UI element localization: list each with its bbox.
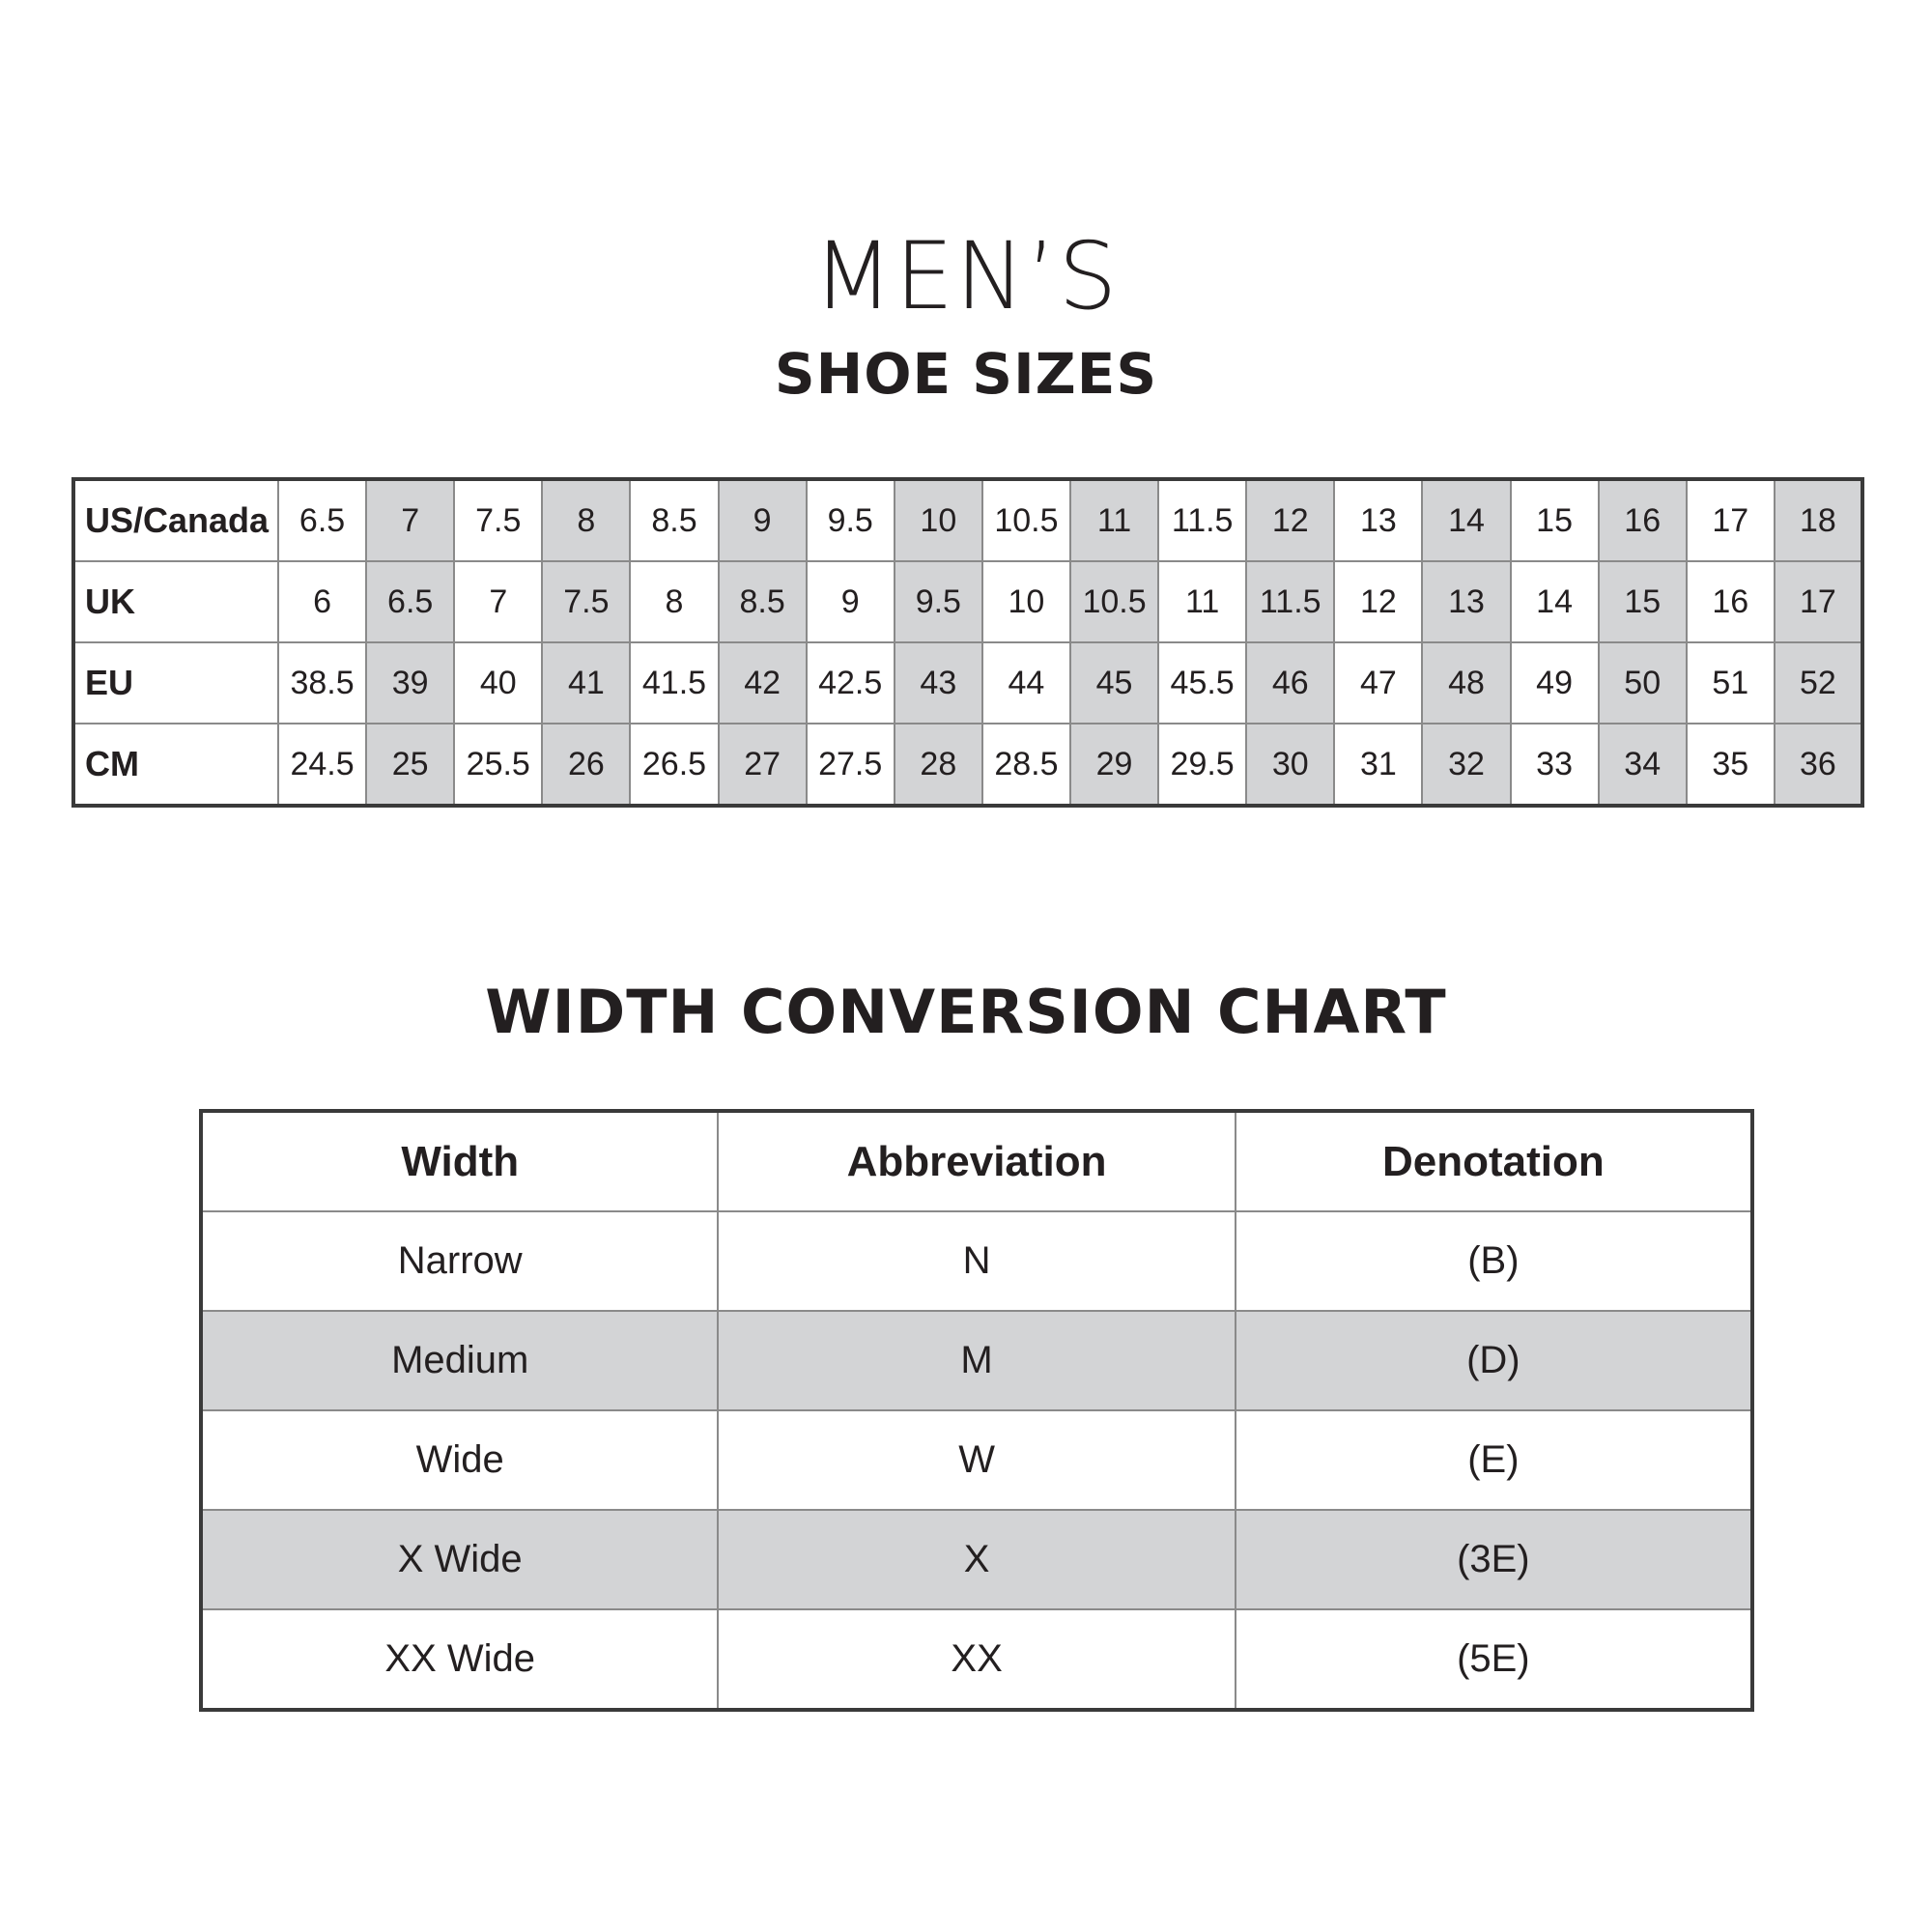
width-row	[201, 1211, 1752, 1311]
size-cell: 28.5	[982, 724, 1070, 806]
size-cell: 41	[542, 642, 630, 724]
denotation-cell: (3E)	[1236, 1510, 1752, 1609]
size-cell: 13	[1334, 479, 1422, 561]
size-cell: 31	[1334, 724, 1422, 806]
size-cell: 9.5	[807, 479, 895, 561]
size-cell: 8	[542, 479, 630, 561]
size-cell: 25	[366, 724, 454, 806]
size-cell: 8.5	[630, 479, 718, 561]
size-cell: 12	[1334, 561, 1422, 642]
width-chart-title: WIDTH CONVERSION CHART	[485, 977, 1447, 1047]
size-cell: 26	[542, 724, 630, 806]
size-cell: 50	[1599, 642, 1687, 724]
size-cell: 10	[895, 479, 982, 561]
size-cell: 6	[278, 561, 366, 642]
size-row-label: EU	[73, 642, 278, 724]
abbreviation-header: Abbreviation	[718, 1111, 1235, 1211]
size-cell: 7	[366, 479, 454, 561]
size-cell: 10.5	[1070, 561, 1158, 642]
width-row	[201, 1510, 1752, 1609]
size-cell: 29	[1070, 724, 1158, 806]
size-cell: 27	[719, 724, 807, 806]
size-row	[73, 479, 1862, 561]
denotation-header: Denotation	[1236, 1111, 1752, 1211]
size-cell: 8.5	[719, 561, 807, 642]
denotation-cell: (B)	[1236, 1211, 1752, 1311]
size-cell: 47	[1334, 642, 1422, 724]
size-row-label: CM	[73, 724, 278, 806]
size-cell: 39	[366, 642, 454, 724]
width-header: Width	[201, 1111, 718, 1211]
denotation-cell: (5E)	[1236, 1609, 1752, 1710]
width-cell: Medium	[201, 1311, 718, 1410]
width-row	[201, 1410, 1752, 1510]
size-cell: 11	[1070, 479, 1158, 561]
size-cell: 7	[454, 561, 542, 642]
size-cell: 44	[982, 642, 1070, 724]
size-cell: 8	[630, 561, 718, 642]
size-cell: 9	[807, 561, 895, 642]
width-row	[201, 1311, 1752, 1410]
size-cell: 29.5	[1158, 724, 1246, 806]
size-cell: 6.5	[278, 479, 366, 561]
size-cell: 43	[895, 642, 982, 724]
size-cell: 14	[1511, 561, 1599, 642]
size-cell: 35	[1687, 724, 1775, 806]
width-cell: Narrow	[201, 1211, 718, 1311]
size-cell: 18	[1775, 479, 1862, 561]
size-cell: 51	[1687, 642, 1775, 724]
width-cell: XX Wide	[201, 1609, 718, 1710]
size-cell: 42	[719, 642, 807, 724]
size-cell: 17	[1687, 479, 1775, 561]
page-subtitle: SHOE SIZES	[774, 341, 1158, 407]
width-cell: Wide	[201, 1410, 718, 1510]
size-cell: 38.5	[278, 642, 366, 724]
abbreviation-cell: X	[718, 1510, 1235, 1609]
size-cell: 27.5	[807, 724, 895, 806]
size-cell: 17	[1775, 561, 1862, 642]
size-row	[73, 561, 1862, 642]
size-cell: 24.5	[278, 724, 366, 806]
size-cell: 7.5	[542, 561, 630, 642]
size-cell: 49	[1511, 642, 1599, 724]
size-cell: 52	[1775, 642, 1862, 724]
size-cell: 7.5	[454, 479, 542, 561]
size-cell: 6.5	[366, 561, 454, 642]
abbreviation-cell: N	[718, 1211, 1235, 1311]
size-cell: 30	[1246, 724, 1334, 806]
size-cell: 11.5	[1246, 561, 1334, 642]
abbreviation-cell: M	[718, 1311, 1235, 1410]
size-cell: 45	[1070, 642, 1158, 724]
size-cell: 36	[1775, 724, 1862, 806]
width-cell: X Wide	[201, 1510, 718, 1609]
width-conversion-table	[199, 1109, 1754, 1712]
size-cell: 28	[895, 724, 982, 806]
size-cell: 45.5	[1158, 642, 1246, 724]
size-cell: 41.5	[630, 642, 718, 724]
size-cell: 15	[1511, 479, 1599, 561]
size-cell: 12	[1246, 479, 1334, 561]
size-cell: 15	[1599, 561, 1687, 642]
size-cell: 9.5	[895, 561, 982, 642]
size-cell: 16	[1599, 479, 1687, 561]
size-cell: 10	[982, 561, 1070, 642]
size-cell: 14	[1422, 479, 1510, 561]
size-cell: 25.5	[454, 724, 542, 806]
size-cell: 46	[1246, 642, 1334, 724]
size-cell: 32	[1422, 724, 1510, 806]
denotation-cell: (E)	[1236, 1410, 1752, 1510]
size-cell: 11	[1158, 561, 1246, 642]
size-cell: 9	[719, 479, 807, 561]
size-row-label: US/Canada	[73, 479, 278, 561]
size-cell: 16	[1687, 561, 1775, 642]
size-cell: 13	[1422, 561, 1510, 642]
size-cell: 33	[1511, 724, 1599, 806]
size-row	[73, 642, 1862, 724]
abbreviation-cell: W	[718, 1410, 1235, 1510]
width-table-header-row	[201, 1111, 1752, 1211]
size-cell: 11.5	[1158, 479, 1246, 561]
page-title: MEN’S	[812, 222, 1120, 330]
abbreviation-cell: XX	[718, 1609, 1235, 1710]
size-cell: 10.5	[982, 479, 1070, 561]
size-row-label: UK	[73, 561, 278, 642]
size-cell: 26.5	[630, 724, 718, 806]
size-cell: 40	[454, 642, 542, 724]
size-row	[73, 724, 1862, 806]
size-cell: 48	[1422, 642, 1510, 724]
width-row	[201, 1609, 1752, 1710]
denotation-cell: (D)	[1236, 1311, 1752, 1410]
size-cell: 42.5	[807, 642, 895, 724]
size-cell: 34	[1599, 724, 1687, 806]
shoe-size-table	[71, 477, 1864, 808]
